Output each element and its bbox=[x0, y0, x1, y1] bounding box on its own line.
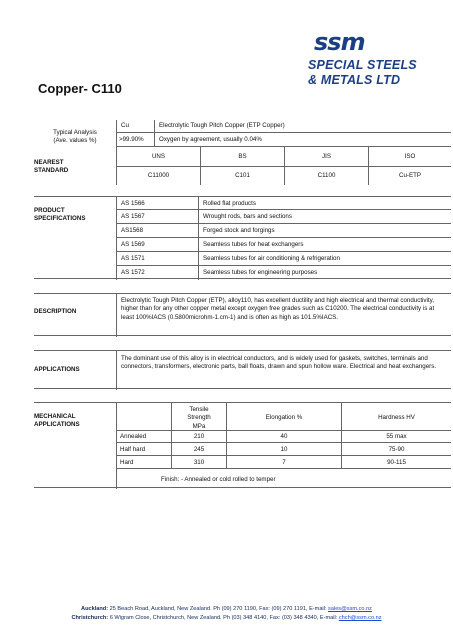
standard-header-uns: UNS bbox=[116, 147, 200, 167]
analysis-percent-cell bbox=[116, 133, 154, 147]
logo-mark: ssm bbox=[314, 28, 365, 56]
mech-elongation: 7 bbox=[226, 456, 341, 469]
mech-hardness: 90-115 bbox=[341, 456, 451, 469]
product-specs-label: PRODUCT SPECIFICATIONS bbox=[34, 207, 86, 223]
logo-line-1: SPECIAL STEELS bbox=[308, 58, 417, 72]
spec-code: AS 1571 bbox=[121, 255, 145, 262]
analysis-name-cell bbox=[154, 120, 451, 133]
mech-tensile: 210 bbox=[171, 431, 226, 443]
mech-hardness: 55 max bbox=[341, 431, 451, 443]
spec-code-cell bbox=[116, 238, 198, 252]
spec-desc: Forged stock and forgings bbox=[203, 227, 275, 234]
spec-desc: Seamless tubes for heat exchangers bbox=[203, 241, 304, 248]
mechanical-finish: Finish: - Annealed or cold rolled to temper bbox=[116, 469, 451, 489]
spec-desc-cell bbox=[198, 238, 451, 252]
mechanical-header-hardness: Hardness HV bbox=[341, 403, 451, 431]
spec-code: AS 1566 bbox=[121, 200, 145, 207]
product-specs-table bbox=[34, 196, 451, 279]
footer-auckland-text: 25 Beach Road, Auckland, New Zealand. Ph (09) 270 1190, Fax: (09) 270 1191, E-mail: bbox=[109, 606, 327, 612]
mech-elongation: 10 bbox=[226, 443, 341, 456]
company-logo bbox=[306, 28, 446, 96]
mech-hardness: 75-90 bbox=[341, 443, 451, 456]
standard-value-jis: C1100 bbox=[284, 167, 368, 185]
logo-line-2: & METALS LTD bbox=[308, 73, 401, 87]
spec-desc-cell bbox=[198, 224, 451, 238]
analysis-note: Oxygen by agreement, usually 0.04% bbox=[159, 136, 262, 143]
mech-temper: Annealed bbox=[116, 431, 171, 443]
spec-desc-cell bbox=[198, 252, 451, 266]
spec-desc: Wrought rods, bars and sections bbox=[203, 213, 292, 220]
spec-desc: Seamless tubes for engineering purposes bbox=[203, 269, 318, 276]
spec-code-cell bbox=[116, 224, 198, 238]
spec-code: AS1568 bbox=[121, 227, 144, 234]
spec-code: AS 1569 bbox=[121, 241, 145, 248]
analysis-standard-table bbox=[34, 120, 451, 185]
applications-label: APPLICATIONS bbox=[34, 366, 80, 373]
spec-code-cell bbox=[116, 252, 198, 266]
mech-temper: Hard bbox=[116, 456, 171, 469]
mechanical-header-tensile: Tensile Strength MPa bbox=[171, 403, 226, 431]
footer-christchurch-email[interactable]: chch@ssm.co.nz bbox=[338, 615, 382, 621]
standard-value-bs: C101 bbox=[200, 167, 284, 185]
spec-desc: Rolled flat products bbox=[203, 200, 256, 207]
analysis-label: Typical Analysis (Ave. values %) bbox=[53, 129, 97, 145]
footer-auckland-email[interactable]: sales@ssm.co.nz bbox=[328, 606, 372, 612]
mech-tensile: 310 bbox=[171, 456, 226, 469]
spec-code: AS 1572 bbox=[121, 269, 145, 276]
standard-header-bs: BS bbox=[200, 147, 284, 167]
spec-code-cell bbox=[116, 210, 198, 224]
mechanical-section bbox=[34, 402, 451, 488]
standard-value-uns: C11000 bbox=[116, 167, 200, 185]
mech-tensile: 245 bbox=[171, 443, 226, 456]
mech-elongation: 40 bbox=[226, 431, 341, 443]
page-title: Copper- C110 bbox=[38, 81, 122, 96]
spec-code: AS 1567 bbox=[121, 213, 145, 220]
analysis-percent: >99.90% bbox=[119, 136, 144, 143]
mech-temper: Half hard bbox=[116, 443, 171, 456]
standard-header-jis: JIS bbox=[284, 147, 368, 167]
footer-christchurch-label: Christchurch: bbox=[71, 615, 109, 621]
standard-header-iso: ISO bbox=[368, 147, 451, 167]
description-label: DESCRIPTION bbox=[34, 308, 77, 315]
analysis-name: Electrolytic Tough Pitch Copper (ETP Copper) bbox=[159, 122, 285, 129]
mechanical-label: MECHANICAL APPLICATIONS bbox=[34, 413, 80, 429]
analysis-symbol: Cu bbox=[121, 122, 129, 129]
spec-desc-cell bbox=[198, 210, 451, 224]
spec-code-cell bbox=[116, 197, 198, 210]
spec-desc: Seamless tubes for air conditioning & refrigeration bbox=[203, 255, 340, 262]
spec-code-cell bbox=[116, 266, 198, 280]
footer-christchurch bbox=[0, 615, 453, 621]
description-section bbox=[34, 293, 451, 336]
spec-desc-cell bbox=[198, 197, 451, 210]
footer-christchurch-text: 6 Wigram Close, Christchurch, New Zealand. Ph (03) 348 4140, Fax: (03) 348 4340, E-mail: bbox=[109, 615, 338, 621]
analysis-symbol-cell bbox=[116, 120, 154, 133]
description-text: Electrolytic Tough Pitch Copper (ETP), alloy110, has excellent ductility and high electrical and thermal conductivity, higher than for any other copper metal except oxygen free grades such as C10200. The electrical conductivity is at least 100%IACS (0.5800microhm-1.cm-1) and is often as high as 101.5%IACS. bbox=[116, 294, 451, 337]
analysis-note-cell bbox=[154, 133, 451, 147]
footer-auckland-label: Auckland: bbox=[81, 606, 109, 612]
mechanical-header-elongation: Elongation % bbox=[226, 403, 341, 431]
applications-section bbox=[34, 350, 451, 389]
spec-desc-cell bbox=[198, 266, 451, 280]
standard-value-iso: Cu-ETP bbox=[368, 167, 451, 185]
applications-text: The dominant use of this alloy is in electrical conductors, and is widely used for gaskets, switches, terminals and connectors, transformers, electronic parts, ball floats, drawn and spun hollow ware. Electrical and heat exchangers. bbox=[116, 351, 451, 390]
footer-auckland bbox=[0, 606, 453, 612]
standard-label: NEAREST STANDARD bbox=[34, 159, 69, 175]
mechanical-header-blank bbox=[116, 403, 171, 431]
